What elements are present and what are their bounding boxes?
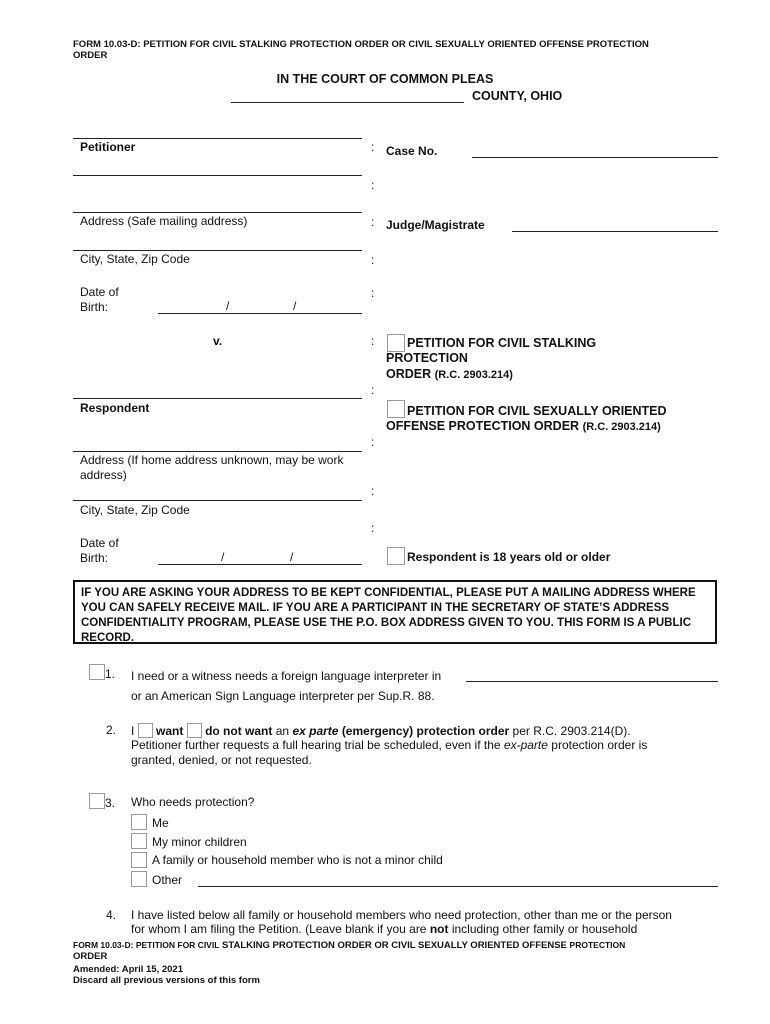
petitioner-dob-label-1: Date of <box>80 285 119 299</box>
want-label: want <box>156 724 184 738</box>
hearing-text-a: Petitioner further requests a full hearing trial be scheduled, even if the <box>131 738 501 752</box>
item-number: 4. <box>106 908 117 922</box>
colon: : <box>371 521 375 535</box>
colon: : <box>371 140 375 154</box>
respondent-dob-label-1: Date of <box>80 536 119 550</box>
respondent-label: Respondent <box>80 401 150 415</box>
colon: : <box>371 435 375 449</box>
protect-me-checkbox[interactable] <box>131 814 147 830</box>
household-not: not <box>429 922 449 936</box>
protect-children-checkbox[interactable] <box>131 833 147 849</box>
protect-family-checkbox[interactable] <box>131 852 147 868</box>
footer-title <box>73 940 733 951</box>
household-text: I have listed below all family or household members who need protection, other than me or the person <box>131 908 672 922</box>
sexual-offense-petition-checkbox[interactable] <box>387 400 405 418</box>
hearing-request-text-2: granted, denied, or not requested. <box>131 753 312 767</box>
respondent-city-field[interactable] <box>73 500 362 501</box>
who-needs-protection-checkbox[interactable] <box>89 793 105 809</box>
option-family: A family or household member who is not a minor child <box>152 853 443 867</box>
ex-parte-term: ex parte <box>292 724 339 738</box>
hearing-text-c: protection order is <box>551 738 648 752</box>
hearing-request-text <box>131 738 647 753</box>
judge-label: Judge/Magistrate <box>386 218 485 232</box>
footer-title-c: PROTECTION <box>569 940 626 950</box>
petitioner-field[interactable] <box>73 138 362 139</box>
respondent-dob-field[interactable] <box>158 564 362 565</box>
stalking-rc: (R.C. 2903.214) <box>434 369 513 381</box>
ex-parte-line <box>131 723 631 739</box>
sexual-rc: (R.C. 2903.214) <box>582 421 661 433</box>
emergency-order-term: (emergency) protection order <box>341 724 510 738</box>
footer-title-a: FORM 10.03-D: PETITION FOR CIVIL <box>73 940 220 950</box>
do-not-want-checkbox[interactable] <box>187 723 202 738</box>
case-no-label: Case No. <box>386 144 438 158</box>
interpreter-language-field[interactable] <box>466 681 718 682</box>
footer-title-b: STALKING PROTECTION ORDER OR CIVIL SEXUALLY ORIENTED OFFENSE <box>222 940 567 951</box>
versus-label: v. <box>213 334 223 348</box>
other-field[interactable] <box>198 886 718 887</box>
household-text-2b: including other family or household <box>451 922 638 936</box>
colon: : <box>371 215 375 229</box>
footer-amended: Amended: April 15, 2021 <box>73 964 183 975</box>
item-number: 2. <box>106 723 117 737</box>
stalking-order-word: ORDER <box>386 367 432 381</box>
case-no-field[interactable] <box>472 157 718 158</box>
item2-I: I <box>131 724 135 738</box>
petitioner-city-label: City, State, Zip Code <box>80 252 190 266</box>
colon: : <box>371 484 375 498</box>
protect-other-checkbox[interactable] <box>131 871 147 887</box>
footer-discard: Discard all previous versions of this form <box>73 975 260 986</box>
stalking-petition-title: PETITION FOR CIVIL STALKING <box>407 336 597 350</box>
household-text-2 <box>131 922 637 937</box>
interpreter-checkbox[interactable] <box>89 664 105 680</box>
respondent-dob-label-2: Birth: <box>80 551 109 565</box>
confidentiality-notice: IF YOU ARE ASKING YOUR ADDRESS TO BE KEPT CONFIDENTIAL, PLEASE PUT A MAILING ADDRESS WHERE YOU CAN SAFELY RECEIVE MAIL. IF YOU ARE A PARTICIPANT IN THE SECRETARY OF STATE’S ADDRESS CONFIDENTIALITY PROGRAM, PLEASE USE THE P.O. BOX ADDRESS GIVEN TO YOU. THIS FORM IS A PUBLIC RECORD. <box>73 580 717 644</box>
who-needs-protection-question: Who needs protection? <box>131 795 255 809</box>
option-children: My minor children <box>152 835 247 849</box>
sexual-petition-title: PETITION FOR CIVIL SEXUALLY ORIENTED <box>407 404 667 418</box>
dob-slash: / <box>293 299 297 313</box>
item-number: 1. <box>105 667 116 681</box>
interpreter-text: I need or a witness needs a foreign language interpreter in <box>131 669 442 683</box>
footer-title-2: ORDER <box>73 951 108 962</box>
petitioner-address-field[interactable] <box>73 212 362 213</box>
petitioner-field-2[interactable] <box>73 175 362 176</box>
petitioner-address-label: Address (Safe mailing address) <box>80 214 248 228</box>
dob-slash: / <box>226 299 230 313</box>
colon: : <box>371 334 375 348</box>
sexual-petition-title-2 <box>386 418 661 435</box>
option-other: Other <box>152 873 183 887</box>
dob-slash: / <box>290 550 294 564</box>
respondent-age-checkbox[interactable] <box>387 547 405 565</box>
stalking-petition-title-3 <box>386 366 513 383</box>
do-not-want-label: do not want <box>205 724 273 738</box>
option-me: Me <box>152 816 169 830</box>
county-label: COUNTY, OHIO <box>472 89 563 103</box>
interpreter-text-2: or an American Sign Language interpreter per Sup.R. 88. <box>131 689 435 703</box>
court-name: IN THE COURT OF COMMON PLEAS <box>276 72 494 86</box>
colon: : <box>371 286 375 300</box>
household-text-2a: for whom I am filing the Petition. (Leave blank if you are <box>131 922 427 936</box>
dob-slash: / <box>221 550 225 564</box>
respondent-city-label: City, State, Zip Code <box>80 503 190 517</box>
respondent-address-label: Address (If home address unknown, may be work address) <box>80 453 344 482</box>
respondent-field[interactable] <box>73 398 362 399</box>
county-field[interactable] <box>231 102 464 103</box>
colon: : <box>371 178 375 192</box>
want-checkbox[interactable] <box>138 723 153 738</box>
petitioner-label: Petitioner <box>80 140 136 154</box>
petitioner-dob-field[interactable] <box>158 313 362 314</box>
form-title: FORM 10.03-D: PETITION FOR CIVIL STALKING PROTECTION ORDER OR CIVIL SEXUALLY ORIENTED OFFENSE PROTECTION ORDER <box>73 39 649 61</box>
petitioner-dob-label-2: Birth: <box>80 300 109 314</box>
colon: : <box>371 253 375 267</box>
stalking-petition-title-2: PROTECTION <box>386 351 468 365</box>
respondent-age-label: Respondent is 18 years old or older <box>407 550 611 564</box>
an-word: an <box>275 724 290 738</box>
rc-reference: per R.C. 2903.214(D). <box>512 724 631 738</box>
colon: : <box>371 383 375 397</box>
respondent-address-field[interactable] <box>73 451 362 452</box>
judge-field[interactable] <box>512 231 718 232</box>
hearing-text-exparte: ex-parte <box>503 738 548 752</box>
sexual-order-words: OFFENSE PROTECTION ORDER <box>386 419 580 433</box>
item-number: 3. <box>105 796 116 810</box>
petitioner-city-field[interactable] <box>73 250 362 251</box>
